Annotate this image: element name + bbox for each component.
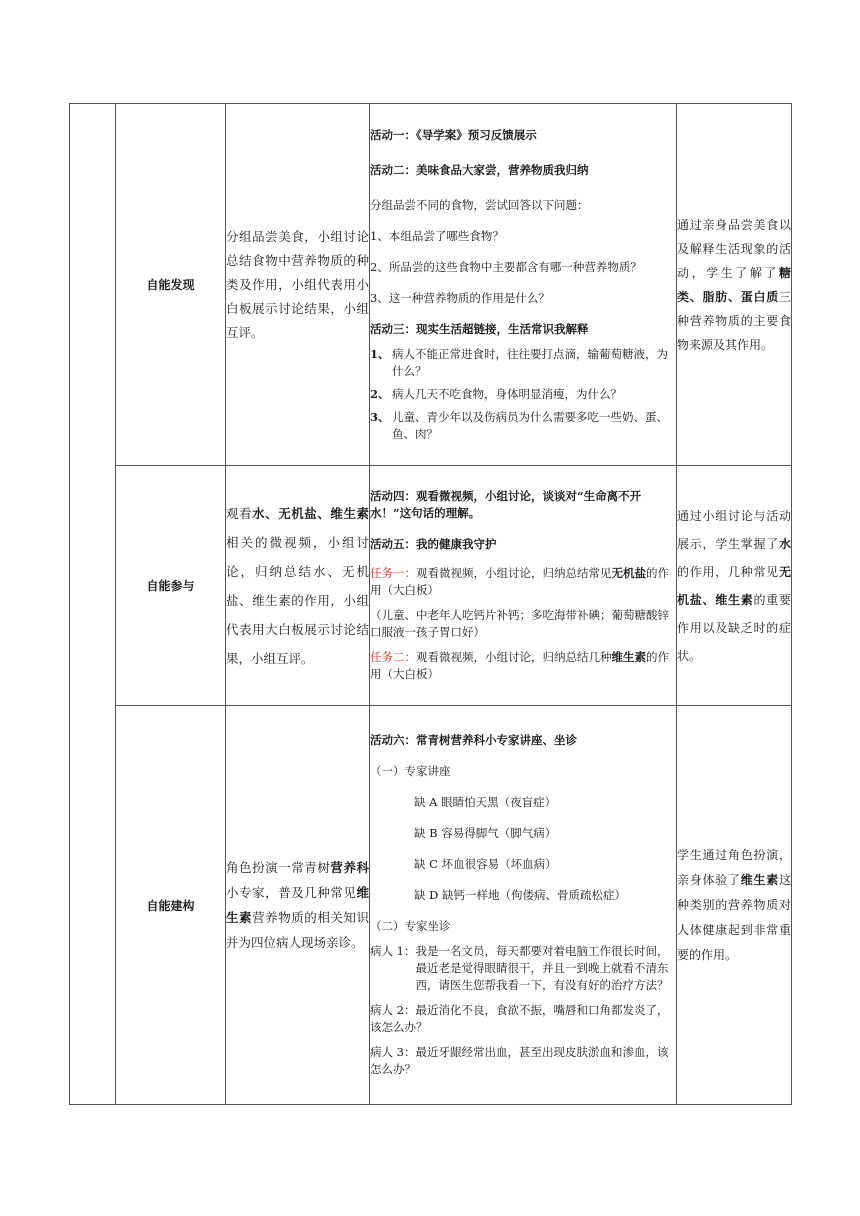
subheading: （一）专家讲座 [370,764,451,778]
task-bold: 无机盐 [611,566,646,580]
task-item [370,649,676,683]
intent-text: 学生通过角色扮演，亲身体验了 [677,847,791,887]
list-item [370,409,676,443]
subheading: （二）专家坐诊 [370,919,451,933]
student-activity-cell [226,706,370,1105]
list-text: 儿童、青少年以及伤病员为什么需要多吃一些奶、蛋、鱼、肉？ [392,409,668,441]
intent-text: 通过亲身品尝美食以及解释生活现象的活动，学生了解了 [677,217,791,280]
intent-text: 的作用，几种常见 [677,564,779,579]
student-activity-cell [226,466,370,706]
lesson-plan-table [69,103,792,1105]
teaching-activity-cell [370,104,677,466]
lecture-line: 缺 B 容易得脚气（脚气病） [414,826,557,840]
list-number: 3、 [370,409,390,424]
intent-bold: 糖类、脂肪、蛋白质 [677,265,791,304]
intent-text: 三种营养物质的主要食物来源及其作用。 [677,289,791,352]
student-bold: 营养科 [330,860,369,875]
teaching-activity-cell [370,706,677,1105]
activity-heading: 活动二：美味食品大家尝，营养物质我归纳 [370,162,589,177]
intent-text: 的重要作用以及缺乏时的症状。 [677,592,791,663]
list-item [370,386,676,403]
task-text: 的作用（大白板） [370,566,669,597]
task-text: 观看微视频，小组讨论，归纳总结常见 [416,566,612,580]
task-bold: 维生素 [611,650,646,664]
patient-item: 病人 2：最近消化不良，食欲不振，嘴唇和口角都发炎了，该怎么办？ [370,1003,669,1034]
activity-heading: 活动五：我的健康我守护 [370,537,497,551]
list-text: 病人不能正常进食时，往往要打点滴，输葡萄糖液，为什么？ [392,346,668,378]
list-number: 2、 [370,386,390,401]
list-text: 病人几天不吃食物，身体明显消瘦，为什么？ [392,386,622,401]
intent-text: 这种类别的营养物质对人体健康起到非常重要的作用。 [677,872,791,962]
patient-item [370,943,676,994]
question-item: 3、这一种营养物质的作用是什么？ [370,290,550,305]
patient-label: 病人 1： [370,944,416,958]
task-note: （儿童、中老年人吃钙片补钙；多吃海带补碘；葡萄糖酸锌口服液一孩子胃口好） [370,608,669,639]
stage-cell: 自能发现 [116,104,226,466]
stage-cell: 自能参与 [116,466,226,706]
stage-cell: 自能建构 [116,706,226,1105]
patient-item: 病人 3：最近牙龈经常出血，甚至出现皮肤淤血和渗血，该怎么办？ [370,1045,669,1076]
student-text: 相关的微视频，小组讨论，归纳总结水、无机盐、维生素的作用，小组代表用大白板展示讨论结果，小组互评。 [226,534,369,666]
lecture-line: 缺 C 坏血很容易（坏血病） [414,857,557,871]
list-item [370,346,676,380]
blank-first-column [70,104,116,1105]
intent-bold: 水 [778,536,791,551]
student-text: 营养物质的相关知识并为四位病人现场亲诊。 [226,910,369,950]
task-label: 任务二： [370,650,416,664]
student-bold: 水、无机盐、维生素 [252,505,369,521]
task-text: 的作用（大白板） [370,650,669,681]
lecture-line: 缺 A 眼睛怕天黑（夜盲症） [414,795,557,809]
intent-text: 通过小组讨论与活动展示，学生掌握了 [677,508,791,551]
student-text: 小专家，普及几种常见 [226,885,357,900]
table-row [70,706,792,1105]
activity-heading: 活动三：现实生活超链接，生活常识我解释 [370,321,589,336]
lecture-line: 缺 D 缺钙一样地（佝偻病、骨质疏松症） [414,888,627,902]
activity-heading: 活动六：常青树营养科小专家讲座、坐诊 [370,733,577,747]
activity-heading: 活动一：《导学案》预习反馈展示 [370,127,537,142]
student-bold: 维生素 [226,885,369,925]
design-intent-cell [677,706,792,1105]
table-row [70,104,792,466]
design-intent-cell [677,104,792,466]
intent-bold: 无机盐、维生素 [677,564,791,607]
list-number: 1、 [370,346,390,361]
task-text: 观看微视频，小组讨论，归纳总结几种 [416,650,612,664]
task-label: 任务一： [370,566,416,580]
table-row [70,466,792,706]
activity-heading: 活动四：观看微视频，小组讨论，谈谈对“生命离不开水！”这句话的理解。 [370,489,642,520]
student-text: 角色扮演一常青树 [226,860,331,875]
patient-text: 我是一名文员，每天都要对着电脑工作很长时间，最近老是觉得眼睛很干，并且一到晚上就看不清东西，请医生您帮我看一下，有没有好的治疗方法？ [415,944,669,992]
student-text: 观看 [226,505,253,521]
intent-bold: 维生素 [740,872,779,887]
design-intent-cell [677,466,792,706]
task-item [370,565,676,599]
teaching-activity-cell [370,466,677,706]
activity-text: 分组品尝不同的食物，尝试回答以下问题： [370,197,589,212]
student-activity-cell: 分组品尝美食，小组讨论总结食物中营养物质的种类及作用，小组代表用小白板展示讨论结果，小组互评。 [226,104,370,466]
question-item: 1、本组品尝了哪些食物？ [370,228,504,243]
question-item: 2、所品尝的这些食物中主要都含有哪一种营养物质？ [370,259,642,274]
